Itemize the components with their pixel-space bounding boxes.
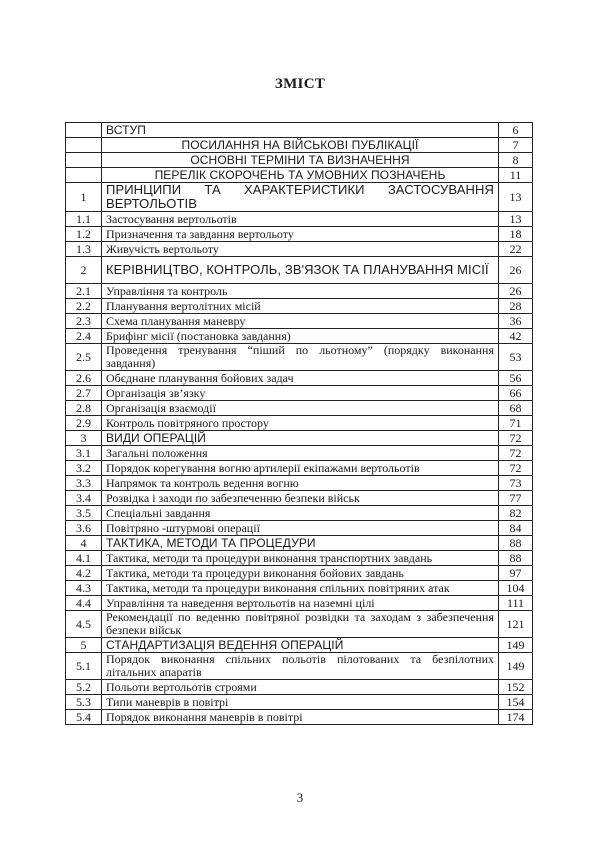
toc-row <box>66 611 533 638</box>
toc-row <box>66 581 533 596</box>
toc-section-number: 3.4 <box>66 491 102 506</box>
toc-section-number: 2.3 <box>66 314 102 329</box>
toc-entry-title: ВИДИ ОПЕРАЦІЙ <box>102 431 499 446</box>
toc-entry-title: СТАНДАРТИЗАЦІЯ ВЕДЕННЯ ОПЕРАЦІЙ <box>102 638 499 653</box>
toc-section-number: 4 <box>66 536 102 551</box>
toc-entry-title: Польоти вертольотів строями <box>102 680 499 695</box>
toc-section-number: 5.1 <box>66 653 102 680</box>
toc-section-number: 3.1 <box>66 446 102 461</box>
toc-page-number: 13 <box>499 183 533 212</box>
toc-page-number: 88 <box>499 536 533 551</box>
toc-section-number: 5 <box>66 638 102 653</box>
toc-row <box>66 710 533 725</box>
toc-entry-title: Організація зв’язку <box>102 386 499 401</box>
toc-page-number: 149 <box>499 653 533 680</box>
toc-page-number: 71 <box>499 416 533 431</box>
toc-row <box>66 431 533 446</box>
toc-section-number: 3 <box>66 431 102 446</box>
toc-row <box>66 491 533 506</box>
toc-entry-title: Порядок виконання маневрів в повітрі <box>102 710 499 725</box>
toc-row <box>66 680 533 695</box>
toc-row <box>66 153 533 168</box>
toc-row <box>66 123 533 138</box>
toc-section-number: 1.2 <box>66 227 102 242</box>
toc-row <box>66 638 533 653</box>
toc-row <box>66 284 533 299</box>
toc-row <box>66 476 533 491</box>
toc-section-number: 2.6 <box>66 371 102 386</box>
toc-page-number: 18 <box>499 227 533 242</box>
toc-row <box>66 344 533 371</box>
toc-page-number: 11 <box>499 168 533 183</box>
toc-section-number: 5.4 <box>66 710 102 725</box>
toc-row <box>66 257 533 284</box>
toc-entry-title: Живучість вертольоту <box>102 242 499 257</box>
toc-section-number: 2.4 <box>66 329 102 344</box>
toc-row <box>66 521 533 536</box>
toc-page-number: 42 <box>499 329 533 344</box>
toc-entry-title: Схема планування маневру <box>102 314 499 329</box>
toc-section-number: 4.1 <box>66 551 102 566</box>
toc-entry-title: ПЕРЕЛІК СКОРОЧЕНЬ ТА УМОВНИХ ПОЗНАЧЕНЬ <box>102 168 499 183</box>
toc-entry-title: Повітряно -штурмові операції <box>102 521 499 536</box>
toc-section-number: 2.2 <box>66 299 102 314</box>
toc-page-number: 53 <box>499 344 533 371</box>
toc-section-number: 2.5 <box>66 344 102 371</box>
toc-page-number: 152 <box>499 680 533 695</box>
toc-page-number: 36 <box>499 314 533 329</box>
toc-page-number: 82 <box>499 506 533 521</box>
toc-entry-title: Тактика, методи та процедури виконання спільних повітряних атак <box>102 581 499 596</box>
toc-row <box>66 314 533 329</box>
toc-entry-title: КЕРІВНИЦТВО, КОНТРОЛЬ, ЗВ'ЯЗОК ТА ПЛАНУВАННЯ МІСІЇ <box>102 257 499 284</box>
toc-page-number: 174 <box>499 710 533 725</box>
toc-page-number: 154 <box>499 695 533 710</box>
toc-section-number <box>66 153 102 168</box>
toc-page-number: 84 <box>499 521 533 536</box>
toc-entry-title: Рекомендації по веденню повітряної розвідки та заходам з забезпечення безпеки військ <box>102 611 499 638</box>
toc-entry-title: Обєднане планування бойових задач <box>102 371 499 386</box>
toc-page-number: 104 <box>499 581 533 596</box>
page-number: 3 <box>296 790 304 805</box>
toc-page-number: 73 <box>499 476 533 491</box>
toc-row <box>66 536 533 551</box>
toc-page-number: 72 <box>499 431 533 446</box>
toc-section-number: 2.7 <box>66 386 102 401</box>
toc-entry-title: Тактика, методи та процедури виконання бойових завдань <box>102 566 499 581</box>
toc-entry-title: Порядок корегування вогню артилерії екіпажами вертольотів <box>102 461 499 476</box>
page-title: ЗМІСТ <box>274 76 326 92</box>
toc-row <box>66 138 533 153</box>
toc-page-number: 121 <box>499 611 533 638</box>
toc-entry-title: Застосування вертольотів <box>102 212 499 227</box>
toc-row <box>66 183 533 212</box>
toc-row <box>66 227 533 242</box>
toc-entry-title: Загальні положення <box>102 446 499 461</box>
toc-row <box>66 242 533 257</box>
toc-section-number: 4.3 <box>66 581 102 596</box>
toc-section-number: 4.4 <box>66 596 102 611</box>
toc-row <box>66 371 533 386</box>
toc-entry-title: Контроль повітряного простору <box>102 416 499 431</box>
toc-page-number: 28 <box>499 299 533 314</box>
toc-section-number: 4.2 <box>66 566 102 581</box>
toc-entry-title: Брифінг місії (постановка завдання) <box>102 329 499 344</box>
toc-section-number <box>66 138 102 153</box>
toc-row <box>66 401 533 416</box>
toc-entry-title: Порядок виконання спільних польотів пілотованих та безпілотних літальних апаратів <box>102 653 499 680</box>
toc-row <box>66 299 533 314</box>
toc-entry-title: Управління та наведення вертольотів на наземні цілі <box>102 596 499 611</box>
toc-section-number: 1.3 <box>66 242 102 257</box>
toc-section-number: 2.1 <box>66 284 102 299</box>
toc-entry-title: Спеціальні завдання <box>102 506 499 521</box>
toc-entry-title: ТАКТИКА, МЕТОДИ ТА ПРОЦЕДУРИ <box>102 536 499 551</box>
toc-page-number: 88 <box>499 551 533 566</box>
toc-section-number <box>66 168 102 183</box>
toc-row <box>66 653 533 680</box>
toc-entry-title: Проведення тренування “піший по льотному” (порядку виконання завдання) <box>102 344 499 371</box>
toc-row <box>66 596 533 611</box>
toc-page-number: 22 <box>499 242 533 257</box>
toc-page-number: 149 <box>499 638 533 653</box>
toc-row <box>66 506 533 521</box>
toc-section-number: 3.6 <box>66 521 102 536</box>
toc-section-number: 1.1 <box>66 212 102 227</box>
toc-row <box>66 416 533 431</box>
toc-page-number: 97 <box>499 566 533 581</box>
toc-page-number: 111 <box>499 596 533 611</box>
toc-row <box>66 461 533 476</box>
toc-entry-title: Організація взаємодії <box>102 401 499 416</box>
toc-page-number: 72 <box>499 461 533 476</box>
toc-entry-title: Управління та контроль <box>102 284 499 299</box>
toc-row <box>66 566 533 581</box>
toc-row <box>66 551 533 566</box>
table-of-contents <box>65 122 533 725</box>
toc-section-number: 2.8 <box>66 401 102 416</box>
toc-entry-title: Розвідка і заходи по забезпеченню безпеки військ <box>102 491 499 506</box>
toc-section-number: 3.5 <box>66 506 102 521</box>
toc-page-number: 68 <box>499 401 533 416</box>
toc-entry-title: ПОСИЛАННЯ НА ВІЙСЬКОВІ ПУБЛІКАЦІЇ <box>102 138 499 153</box>
toc-row <box>66 386 533 401</box>
toc-page-number: 26 <box>499 284 533 299</box>
toc-page-number: 13 <box>499 212 533 227</box>
toc-section-number: 3.3 <box>66 476 102 491</box>
toc-page-number: 77 <box>499 491 533 506</box>
toc-section-number: 5.3 <box>66 695 102 710</box>
toc-body <box>66 123 533 725</box>
toc-section-number <box>66 123 102 138</box>
toc-entry-title: ОСНОВНІ ТЕРМІНИ ТА ВИЗНАЧЕННЯ <box>102 153 499 168</box>
toc-section-number: 2 <box>66 257 102 284</box>
toc-section-number: 4.5 <box>66 611 102 638</box>
toc-entry-title: Тактика, методи та процедури виконання транспортних завдань <box>102 551 499 566</box>
toc-entry-title: ПРИНЦИПИ ТА ХАРАКТЕРИСТИКИ ЗАСТОСУВАННЯ ВЕРТОЛЬОТІВ <box>102 183 499 212</box>
toc-entry-title: Планування вертолітних місій <box>102 299 499 314</box>
toc-row <box>66 695 533 710</box>
toc-row <box>66 329 533 344</box>
toc-page-number: 8 <box>499 153 533 168</box>
toc-page-number: 66 <box>499 386 533 401</box>
toc-section-number: 5.2 <box>66 680 102 695</box>
toc-section-number: 1 <box>66 183 102 212</box>
toc-entry-title: Призначення та завдання вертольоту <box>102 227 499 242</box>
toc-entry-title: ВСТУП <box>102 123 499 138</box>
toc-section-number: 3.2 <box>66 461 102 476</box>
toc-page-number: 7 <box>499 138 533 153</box>
toc-page-number: 26 <box>499 257 533 284</box>
toc-page-number: 72 <box>499 446 533 461</box>
toc-row <box>66 446 533 461</box>
toc-row <box>66 168 533 183</box>
toc-entry-title: Типи маневрів в повітрі <box>102 695 499 710</box>
toc-page-number: 56 <box>499 371 533 386</box>
toc-entry-title: Напрямок та контроль ведення вогню <box>102 476 499 491</box>
toc-section-number: 2.9 <box>66 416 102 431</box>
toc-row <box>66 212 533 227</box>
toc-page-number: 6 <box>499 123 533 138</box>
